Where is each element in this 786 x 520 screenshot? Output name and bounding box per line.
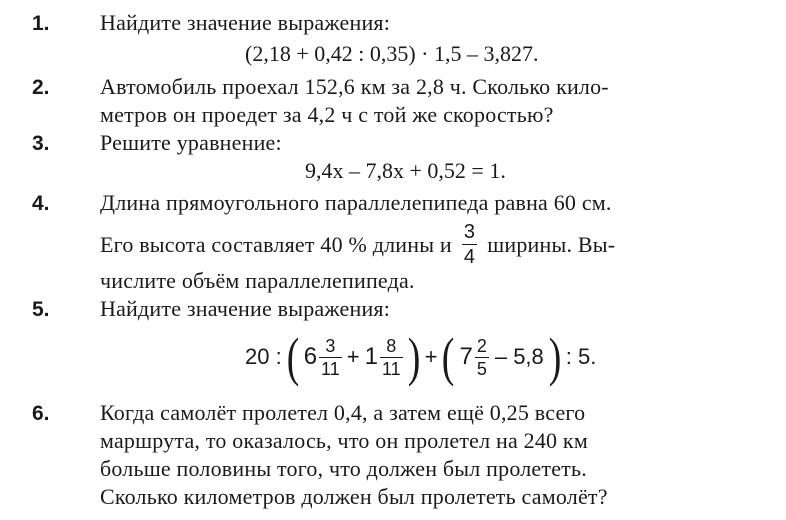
problem-6-line-2: маршрута, то оказалось, что он пролетел на 240 км xyxy=(100,428,588,453)
fraction-numerator: 3 xyxy=(463,221,476,243)
problem-6-line-4: Сколько километров должен был пролететь самолёт? xyxy=(100,484,608,509)
left-paren: ( xyxy=(286,327,299,387)
left-paren-2: ( xyxy=(442,327,455,387)
problem-2-line-1: Автомобиль проехал 152,6 км за 2,8 ч. Сколько кило- xyxy=(100,74,609,99)
mixed-2-numerator: 8 xyxy=(380,337,403,358)
mixed-2-int: 1 xyxy=(364,343,378,370)
mixed-3-denominator: 5 xyxy=(476,358,487,379)
problem-1-number: 1. xyxy=(32,12,50,35)
plus-sign-2: + xyxy=(424,344,438,369)
mixed-1-numerator: 3 xyxy=(319,337,342,358)
right-paren-2: ) xyxy=(548,327,562,387)
formula-start: 20 : xyxy=(245,344,282,369)
mixed-2-denominator: 11 xyxy=(381,358,401,379)
fraction-denominator: 4 xyxy=(463,246,476,268)
problem-4-fraction xyxy=(462,222,477,267)
problem-3-formula: 9,4x – 7,8x + 0,52 = 1. xyxy=(305,158,506,183)
problem-5-formula xyxy=(245,327,597,387)
problem-5-text: Найдите значение выражения: xyxy=(100,296,391,321)
problem-1-formula: (2,18 + 0,42 : 0,35) · 1,5 – 3,827. xyxy=(245,41,539,66)
mixed-3-numerator: 2 xyxy=(476,335,487,356)
problem-4-number: 4. xyxy=(32,192,50,215)
mixed-1-int: 6 xyxy=(303,343,318,370)
problem-5-number: 5. xyxy=(32,298,50,321)
problem-1-text: Найдите значение выражения: xyxy=(100,10,391,35)
problem-3-number: 3. xyxy=(32,132,50,155)
problem-4-line-2-end: ширины. Вы- xyxy=(487,231,616,257)
problem-3-text: Решите уравнение: xyxy=(100,130,282,155)
mixed-2-fraction xyxy=(380,337,403,378)
problem-4-line-2-start: Его высота составляет 40 % длины и xyxy=(100,231,452,257)
right-paren: ) xyxy=(407,327,420,387)
mixed-1-fraction xyxy=(319,337,342,378)
problem-4-line-2 xyxy=(100,222,615,267)
mixed-1-denominator: 11 xyxy=(321,358,340,379)
formula-end: : 5. xyxy=(565,344,597,369)
problem-6-number: 6. xyxy=(32,402,50,425)
problem-6-line-3: больше половины того, что должен был пролететь. xyxy=(100,456,587,481)
problem-4-line-3: числите объём параллелепипеда. xyxy=(100,268,415,293)
problem-4-line-1: Длина прямоугольного параллелепипеда равна 60 см. xyxy=(100,190,612,215)
mixed-3-fraction xyxy=(475,337,489,378)
mixed-3-int: 7 xyxy=(459,343,473,370)
plus-sign-1: + xyxy=(346,344,360,369)
problem-2-line-2: метров он проедет за 4,2 ч с той же скоростью? xyxy=(100,102,554,127)
problem-2-number: 2. xyxy=(32,76,50,99)
problem-6-line-1: Когда самолёт пролетел 0,4, а затем ещё 0,25 всего xyxy=(100,400,586,425)
minus-term: – 5,8 xyxy=(494,344,544,369)
